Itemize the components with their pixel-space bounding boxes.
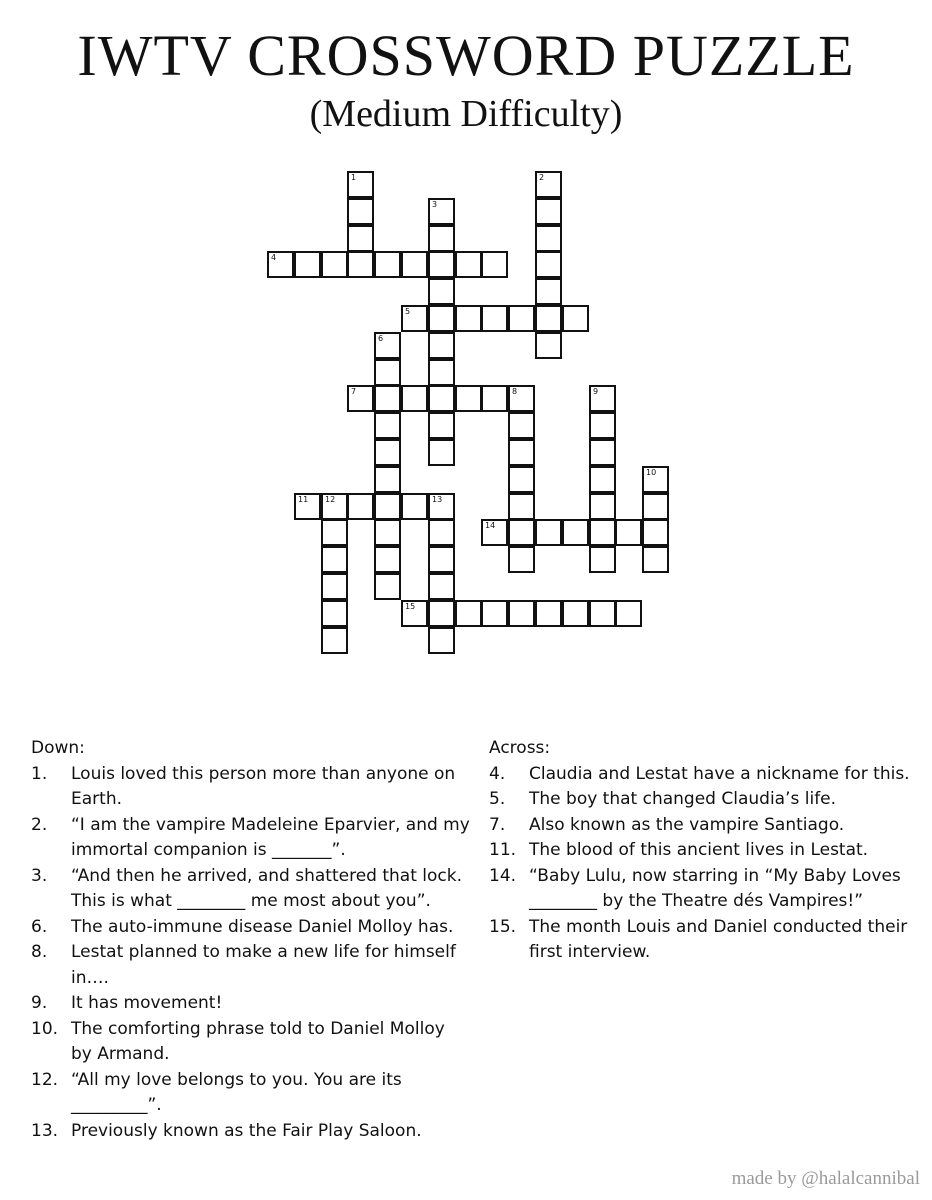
grid-cell[interactable] — [535, 198, 562, 225]
grid-cell[interactable] — [428, 359, 455, 386]
clue-down-12 — [31, 1068, 471, 1119]
grid-cell[interactable] — [267, 251, 294, 278]
across-clues — [489, 736, 919, 966]
grid-cell[interactable] — [428, 627, 455, 654]
grid-cell[interactable] — [428, 385, 455, 412]
grid-cell[interactable] — [589, 519, 616, 546]
grid-cell[interactable] — [615, 519, 642, 546]
grid-cell[interactable] — [455, 251, 482, 278]
puzzle-subtitle: (Medium Difficulty) — [309, 93, 623, 135]
grid-cell[interactable] — [321, 627, 348, 654]
grid-cell[interactable] — [455, 305, 482, 332]
clue-text: The comforting phrase told to Daniel Molloy by Armand. — [71, 1018, 445, 1064]
cell-number: 6 — [378, 334, 384, 343]
cell-number: 8 — [512, 387, 518, 396]
grid-cell[interactable] — [401, 251, 428, 278]
clue-across-15 — [489, 915, 919, 966]
cell-number: 9 — [593, 387, 599, 396]
grid-cell[interactable] — [428, 332, 455, 359]
grid-cell[interactable] — [481, 305, 508, 332]
grid-cell[interactable] — [401, 600, 428, 627]
grid-cell[interactable] — [589, 600, 616, 627]
grid-cell[interactable] — [321, 493, 348, 520]
puzzle-title: IWTV CROSSWORD PUZZLE — [77, 23, 855, 88]
grid-cell[interactable] — [535, 278, 562, 305]
clue-number: 5. — [489, 789, 506, 809]
clue-number: 13. — [31, 1120, 59, 1141]
grid-cell[interactable] — [428, 546, 455, 573]
grid-cell[interactable] — [535, 305, 562, 332]
clue-down-8 — [31, 940, 471, 991]
clue-text: Previously known as the Fair Play Saloon. — [71, 1120, 422, 1141]
cell-number: 7 — [351, 387, 357, 396]
grid-cell[interactable] — [562, 519, 589, 546]
grid-cell[interactable] — [401, 493, 428, 520]
clue-number: 3. — [31, 865, 48, 886]
grid-cell[interactable] — [428, 412, 455, 439]
cell-number: 12 — [325, 495, 336, 504]
grid-cell[interactable] — [347, 171, 374, 198]
clue-number: 2. — [31, 814, 48, 835]
cell-number: 3 — [432, 200, 438, 209]
grid-cell[interactable] — [508, 439, 535, 466]
clue-text: Lestat planned to make a new life for himself in…. — [71, 942, 456, 988]
clue-number: 12. — [31, 1069, 59, 1090]
grid-cell[interactable] — [374, 519, 401, 546]
grid-cell[interactable] — [642, 466, 669, 493]
grid-cell[interactable] — [589, 412, 616, 439]
grid-cell[interactable] — [401, 385, 428, 412]
grid-cell[interactable] — [428, 573, 455, 600]
clue-down-1 — [31, 762, 471, 813]
grid-cell[interactable] — [428, 439, 455, 466]
grid-cell[interactable] — [428, 225, 455, 252]
grid-cell[interactable] — [562, 305, 589, 332]
grid-cell[interactable] — [508, 385, 535, 412]
grid-cell[interactable] — [401, 305, 428, 332]
cell-number: 10 — [646, 468, 657, 477]
across-heading: Across: — [489, 738, 551, 758]
down-clues — [31, 736, 471, 1144]
clue-text: Also known as the vampire Santiago. — [529, 814, 845, 835]
grid-cell[interactable] — [535, 332, 562, 359]
clue-number: 14. — [489, 865, 517, 886]
grid-cell[interactable] — [535, 519, 562, 546]
down-heading: Down: — [31, 738, 85, 758]
cell-number: 2 — [539, 173, 545, 182]
clue-text: The boy that changed Claudia’s life. — [529, 789, 837, 809]
grid-cell[interactable] — [455, 385, 482, 412]
grid-cell[interactable] — [508, 466, 535, 493]
clue-down-6 — [31, 915, 471, 941]
grid-cell[interactable] — [428, 278, 455, 305]
cell-number: 4 — [271, 253, 277, 262]
clue-text: Claudia and Lestat have a nickname for this. — [529, 763, 910, 784]
clue-number: 8. — [31, 942, 48, 962]
clue-down-10 — [31, 1017, 471, 1068]
grid-cell[interactable] — [374, 332, 401, 359]
grid-cell[interactable] — [347, 225, 374, 252]
grid-cell[interactable] — [321, 519, 348, 546]
clue-number: 11. — [489, 840, 517, 860]
clue-number: 7. — [489, 814, 506, 835]
grid-cell[interactable] — [508, 519, 535, 546]
grid-cell[interactable] — [294, 251, 321, 278]
grid-cell[interactable] — [374, 546, 401, 573]
grid-cell[interactable] — [374, 359, 401, 386]
grid-cell[interactable] — [535, 251, 562, 278]
clue-down-9 — [31, 991, 471, 1017]
clue-number: 4. — [489, 763, 506, 784]
clue-down-2 — [31, 813, 471, 864]
grid-cell[interactable] — [455, 600, 482, 627]
cell-number: 1 — [351, 173, 357, 182]
clue-number: 1. — [31, 763, 48, 784]
grid-cell[interactable] — [589, 493, 616, 520]
clue-text: “Baby Lulu, now starring in “My Baby Loves ________ by the Theatre dés Vampires!” — [529, 865, 901, 911]
grid-cell[interactable] — [589, 546, 616, 573]
grid-cell[interactable] — [374, 439, 401, 466]
clue-across-7 — [489, 813, 919, 839]
cell-number: 13 — [432, 495, 443, 504]
grid-cell[interactable] — [321, 600, 348, 627]
clue-across-11 — [489, 838, 919, 864]
clue-number: 15. — [489, 916, 517, 937]
clue-down-13 — [31, 1119, 471, 1145]
cell-number: 15 — [405, 602, 416, 611]
grid-cell[interactable] — [374, 385, 401, 412]
cell-number: 11 — [298, 495, 309, 504]
clue-number: 10. — [31, 1018, 59, 1039]
grid-cell[interactable] — [481, 519, 508, 546]
clue-across-14 — [489, 864, 919, 915]
grid-cell[interactable] — [589, 439, 616, 466]
clue-across-5 — [489, 787, 919, 813]
grid-cell[interactable] — [428, 251, 455, 278]
grid-cell[interactable] — [347, 385, 374, 412]
grid-cell[interactable] — [481, 385, 508, 412]
grid-cell[interactable] — [374, 251, 401, 278]
grid-cell[interactable] — [589, 466, 616, 493]
credit-text: made by @halalcannibal — [731, 1168, 920, 1189]
grid-cell[interactable] — [562, 600, 589, 627]
clue-text: “All my love belongs to you. You are its _________”. — [71, 1069, 402, 1115]
grid-cell[interactable] — [508, 493, 535, 520]
grid-cell[interactable] — [481, 251, 508, 278]
clue-number: 9. — [31, 993, 48, 1013]
grid-cell[interactable] — [347, 251, 374, 278]
grid-cell[interactable] — [508, 600, 535, 627]
grid-cell[interactable] — [428, 493, 455, 520]
grid-cell[interactable] — [347, 493, 374, 520]
grid-cell[interactable] — [535, 600, 562, 627]
clue-across-4 — [489, 762, 919, 788]
grid-cell[interactable] — [321, 546, 348, 573]
clue-text: “I am the vampire Madeleine Eparvier, and my immortal companion is _______”. — [71, 814, 470, 860]
grid-cell[interactable] — [428, 519, 455, 546]
cell-number: 14 — [485, 521, 496, 530]
clue-text: The month Louis and Daniel conducted their first interview. — [529, 916, 908, 962]
clue-text: The blood of this ancient lives in Lestat. — [529, 840, 869, 860]
grid-cell[interactable] — [428, 305, 455, 332]
grid-cell[interactable] — [374, 573, 401, 600]
grid-cell[interactable] — [321, 251, 348, 278]
clue-text: The auto-immune disease Daniel Molloy has. — [71, 916, 454, 937]
clue-text: Louis loved this person more than anyone on Earth. — [71, 763, 456, 809]
grid-cell[interactable] — [428, 600, 455, 627]
grid-cell[interactable] — [615, 600, 642, 627]
grid-cell[interactable] — [374, 412, 401, 439]
grid-cell[interactable] — [642, 546, 669, 573]
clue-text: It has movement! — [71, 993, 223, 1013]
grid-cell[interactable] — [642, 493, 669, 520]
cell-number: 5 — [405, 307, 411, 316]
grid-cell[interactable] — [535, 171, 562, 198]
grid-cell[interactable] — [374, 493, 401, 520]
clue-text: “And then he arrived, and shattered that lock. This is what ________ me most about you”. — [71, 865, 463, 911]
clue-down-3 — [31, 864, 471, 915]
grid-cell[interactable] — [508, 412, 535, 439]
grid-cell[interactable] — [374, 466, 401, 493]
grid-cell[interactable] — [428, 198, 455, 225]
grid-cell[interactable] — [508, 546, 535, 573]
grid-cell[interactable] — [589, 385, 616, 412]
grid-cell[interactable] — [642, 519, 669, 546]
grid-cell[interactable] — [347, 198, 374, 225]
grid-cell[interactable] — [535, 225, 562, 252]
grid-cell[interactable] — [508, 305, 535, 332]
grid-cell[interactable] — [481, 600, 508, 627]
grid-cell[interactable] — [294, 493, 321, 520]
grid-cell[interactable] — [321, 573, 348, 600]
clue-number: 6. — [31, 916, 48, 937]
